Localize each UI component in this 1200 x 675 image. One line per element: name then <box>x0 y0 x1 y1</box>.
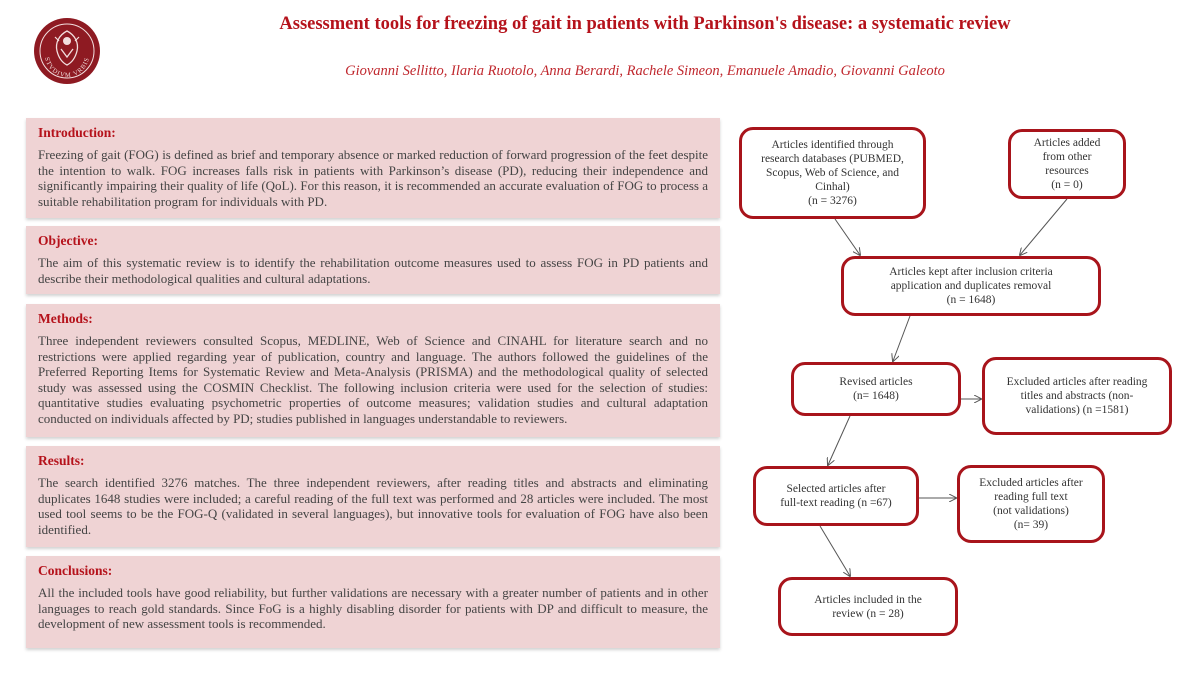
flow-box-revised <box>791 362 961 416</box>
flow-box-kept <box>841 256 1101 316</box>
introduction-text: Freezing of gait (FOG) is defined as brief and temporary absence or marked reduction of forward progression of the feet despite the intention to walk. FOG increases falls risk in patients with Parkinson’s disease (PD), reducing their independence and significantly impairing their quality of life (QoL). For this reason, it is recommended an accurate evaluation of FOG to process a suitable rehabilitation program for individuals with PD. <box>38 147 708 209</box>
poster-title: Assessment tools for freezing of gait in patients with Parkinson's disease: a systematic review <box>279 14 1011 34</box>
arrow-revised-to-selected <box>828 416 850 465</box>
arrow-added-to-kept <box>1020 199 1067 255</box>
results-panel <box>26 446 720 547</box>
introduction-heading: Introduction: <box>38 125 116 140</box>
arrow-selected-to-included <box>820 526 850 576</box>
flow-text-revised: Revised articles (n= 1648) <box>839 376 913 402</box>
flow-box-selected <box>753 466 919 526</box>
objective-panel <box>26 226 720 294</box>
logo-text: STVDIVM VRBIS <box>43 56 91 80</box>
flow-box-added <box>1008 129 1126 199</box>
flow-box-excluded-titles <box>982 357 1172 435</box>
flow-text-excluded-titles: Excluded articles after reading titles and abstracts (non- validations) (n =1581) <box>1006 376 1148 416</box>
flow-box-identified <box>739 127 926 219</box>
flow-text-selected: Selected articles after full-text reading (n =67) <box>780 483 892 509</box>
flow-text-included: Articles included in the review (n = 28) <box>814 593 922 620</box>
arrow-identified-to-kept <box>835 219 860 255</box>
conclusions-panel <box>26 556 720 648</box>
results-heading: Results: <box>38 453 85 468</box>
flow-text-excluded-fulltext: Excluded articles after reading full text (not validations) (n= 39) <box>979 477 1083 531</box>
conclusions-heading: Conclusions: <box>38 563 113 578</box>
results-text: The search identified 3276 matches. The three independent reviewers, after reading titles and abstracts and eliminating duplicates 1648 studies were included; a careful reading of the full text was performed and 28 articles were included. The most used tool seems to be the FOG-Q (validated in several languages), but innovative tools for evaluation of FOG have also been identified. <box>38 475 708 537</box>
conclusions-text: All the included tools have good reliability, but further validations are necessary with a greater number of patients and in other languages to reach gold standards. Since FoG is a highly disabling disorder for patients with DP and difficult to measure, the development of new assessment tools is recommended. <box>38 585 708 632</box>
introduction-panel <box>26 118 720 218</box>
flow-text-identified: Articles identified through research databases (PUBMED, Scopus, Web of Science, and Cinhal) (n = 3276) <box>761 139 904 207</box>
methods-heading: Methods: <box>38 311 93 326</box>
university-seal-logo <box>33 17 101 85</box>
methods-text: Three independent reviewers consulted Scopus, MEDLINE, Web of Science and CINAHL for literature search and no restrictions were applied regarding year of publication, country and language. The authors followed the guidelines of the Preferred Reporting Items for Systematic Review and Meta-Analysis (PRISMA) and the methodological quality of selected study was assessed using the COSMIN Checklist. The following inclusion criteria were used for the selection of studies: quantitative studies evaluating psychometric properties of outcome measures; validation studies and cultural adaptation conducted on individuals affected by PD; studies published in languages understandable to reviewers. <box>38 333 708 426</box>
flow-box-excluded-fulltext <box>957 465 1105 543</box>
flow-text-added: Articles added from other resources (n = 0) <box>1033 137 1101 191</box>
arrow-kept-to-revised <box>893 316 910 361</box>
methods-panel <box>26 304 720 437</box>
objective-text: The aim of this systematic review is to identify the rehabilitation outcome measures used to assess FOG in PD patients and describe their methodological qualities and cultural adaptations. <box>38 255 708 286</box>
flow-box-included <box>778 577 958 636</box>
author-list: Giovanni Sellitto, Ilaria Ruotolo, Anna Berardi, Rachele Simeon, Emanuele Amadio, Giovanni Galeoto <box>345 63 945 79</box>
flow-text-kept: Articles kept after inclusion criteria application and duplicates removal (n = 1648) <box>889 266 1053 306</box>
objective-heading: Objective: <box>38 233 98 248</box>
